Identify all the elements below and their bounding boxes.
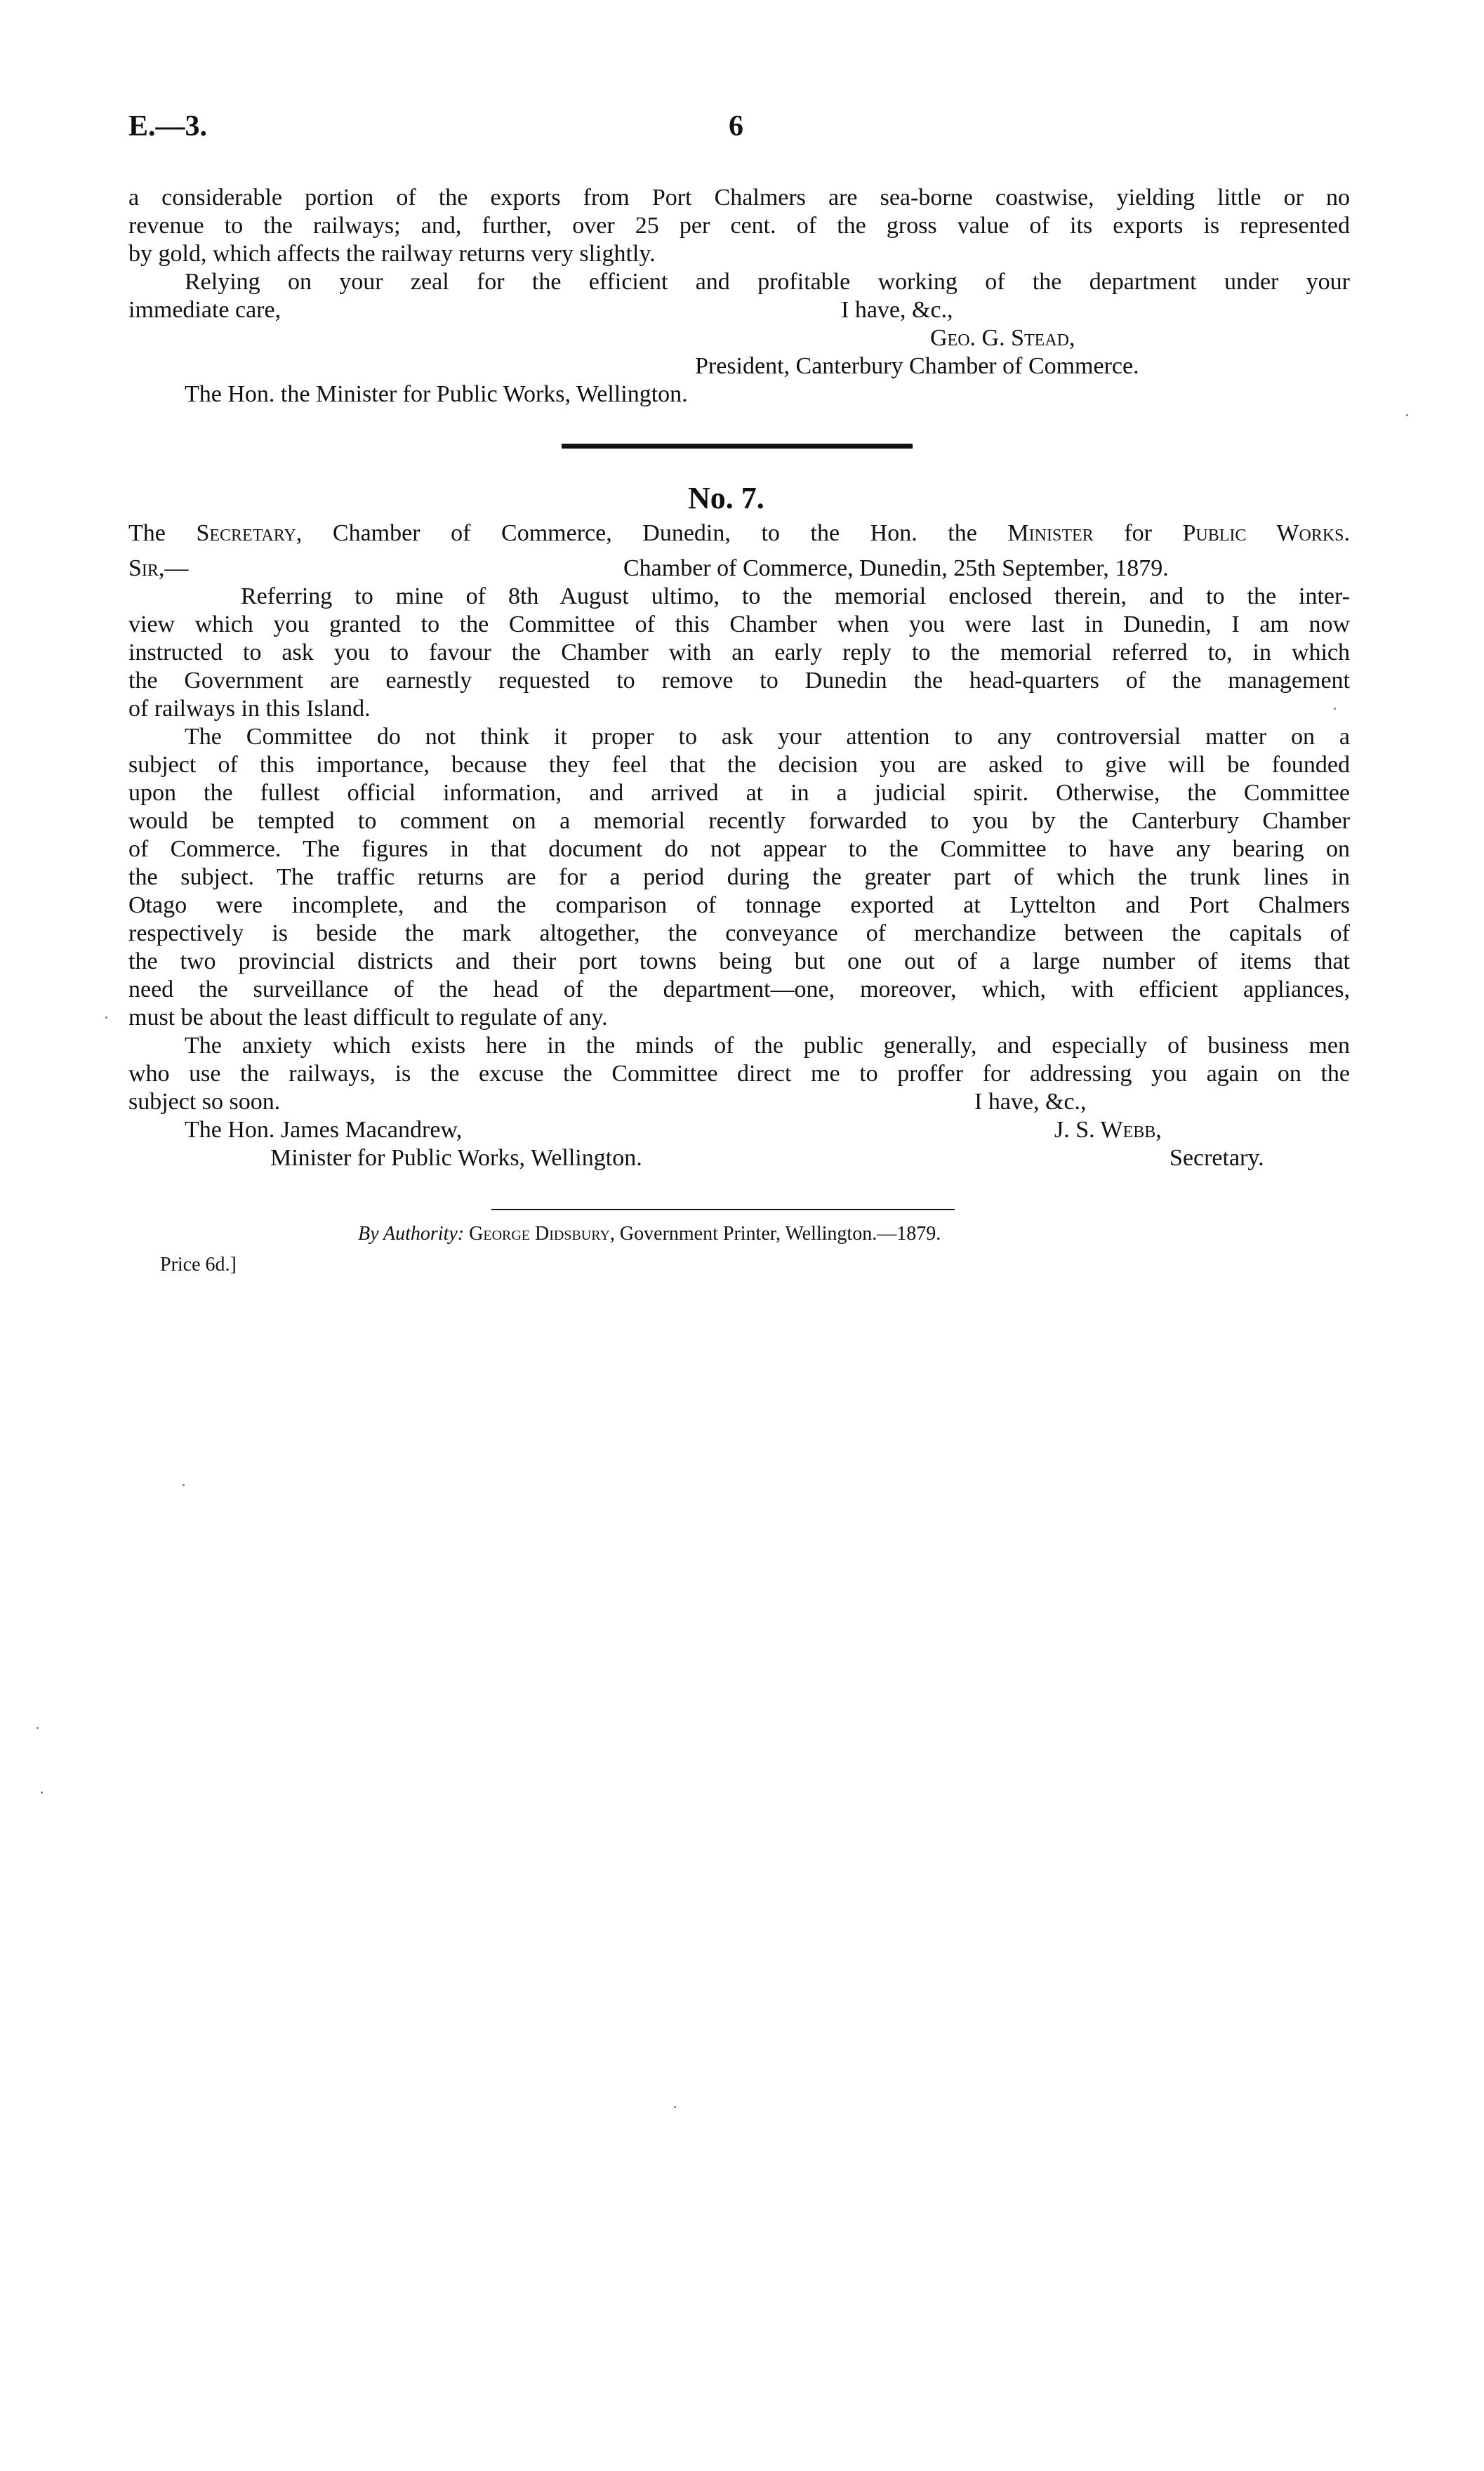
price: Price 6d.] — [160, 1254, 237, 1276]
subtitle-text: The — [128, 520, 197, 546]
letter-7-signatory-title: Secretary. — [1170, 1145, 1264, 1171]
imprint-prefix: By Authority: — [358, 1223, 470, 1245]
text-line: the Government are earnestly requested to remove to Dunedin the head-quarters of the management — [128, 668, 1350, 694]
text-line: would be tempted to comment on a memorial recently forwarded to you by the Canterbury Chamber — [128, 808, 1350, 834]
imprint-suffix: , Government Printer, Wellington.—1879. — [609, 1223, 941, 1245]
text-line: Referring to mine of 8th August ultimo, to the memorial enclosed therein, and to the inter- — [241, 583, 1350, 609]
text-line: subject so soon. — [128, 1089, 281, 1115]
scan-speck — [674, 2106, 676, 2108]
text-line: upon the fullest official information, and arrived at in a judicial spirit. Otherwise, the Committee — [128, 780, 1350, 806]
imprint — [358, 1220, 941, 1248]
letter-7-closing: I have, &c., — [974, 1089, 1087, 1115]
letter-7-paragraph-2 — [128, 723, 1350, 1032]
letter-7-heading: No. 7. — [688, 481, 764, 515]
letter-7-paragraph-3 — [128, 1032, 1350, 1088]
subtitle-text: for — [1093, 520, 1183, 546]
page-number: 6 — [729, 110, 743, 143]
text-line: instructed to ask you to favour the Chamber with an early reply to the memorial referred to, in which — [128, 640, 1350, 665]
letter-7-addressee-office: Minister for Public Works, Wellington. — [270, 1145, 642, 1171]
text-line: the subject. The traffic returns are for a period during the greater part of which the trunk lines in — [128, 864, 1350, 890]
subtitle-text: . — [1344, 520, 1350, 546]
document-reference: E.—3. — [128, 110, 208, 143]
text-line: need the surveillance of the head of the department—one, moreover, which, with efficient appliances, — [128, 976, 1350, 1002]
text-line: respectively is beside the mark altogether, the conveyance of merchandize between the capitals of — [128, 920, 1350, 946]
text-line: The anxiety which exists here in the minds of the public generally, and especially of business men — [185, 1033, 1350, 1059]
letter-6-body — [128, 184, 1350, 296]
letter-6-signatory-title: President, Canterbury Chamber of Commerce. — [695, 353, 1139, 379]
text-line: must be about the least difficult to regulate of any. — [128, 1005, 608, 1031]
text-line: Relying on your zeal for the efficient and profitable working of the department under your — [185, 269, 1350, 295]
footer-rule — [491, 1209, 955, 1210]
text-line: of railways in this Island. — [128, 696, 371, 722]
scan-speck — [1334, 708, 1336, 710]
scan-speck — [183, 1484, 185, 1486]
scan-speck — [105, 1016, 107, 1019]
letter-7-signatory: J. S. Webb, — [1054, 1117, 1162, 1143]
dateline: Chamber of Commerce, Dunedin, 25th September, 1879. — [623, 555, 1169, 581]
letter-6-closing: I have, &c., — [841, 297, 953, 323]
subtitle-text: , Chamber of Commerce, Dunedin, to the Hon. the — [296, 520, 1008, 546]
text-line: Otago were incomplete, and the comparison of tonnage exported at Lyttelton and Port Chalmers — [128, 892, 1350, 918]
subtitle-department: Public Works — [1182, 520, 1344, 546]
text-line: revenue to the railways; and, further, over 25 per cent. of the gross value of its exports is represented — [128, 213, 1350, 239]
text-line: of Commerce. The figures in that document do not appear to the Committee to have any bearing on — [128, 836, 1350, 862]
scan-speck — [41, 1791, 43, 1794]
subtitle-recipient: Minister — [1007, 520, 1094, 546]
text-line: a considerable portion of the exports from Port Chalmers are sea-borne coastwise, yielding little or no — [128, 185, 1350, 211]
letter-7-subtitle — [128, 519, 1350, 548]
section-divider — [562, 444, 913, 449]
letter-7-addressee: The Hon. James Macandrew, — [185, 1117, 463, 1143]
scan-speck — [37, 1727, 39, 1729]
text-line: subject of this importance, because they feel that the decision you are asked to give will be founded — [128, 752, 1350, 778]
printer-name: George Didsbury — [469, 1223, 610, 1245]
letter-7-paragraph-1 — [128, 583, 1350, 723]
letter-6-signatory: Geo. G. Stead, — [930, 325, 1075, 351]
text-line: by gold, which affects the railway returns very slightly. — [128, 241, 656, 267]
text-line: the two provincial districts and their port towns being but one out of a large number of items that — [128, 948, 1350, 974]
subtitle-sender: Secretary — [196, 520, 296, 546]
text-line: immediate care, — [128, 297, 281, 323]
scan-speck — [1406, 414, 1408, 416]
letter-6-addressee: The Hon. the Minister for Public Works, Wellington. — [185, 381, 688, 407]
text-line: who use the railways, is the excuse the Committee direct me to proffer for addressing you again on the — [128, 1061, 1350, 1087]
text-line: The Committee do not think it proper to ask your attention to any controversial matter on a — [185, 724, 1350, 750]
text-line: view which you granted to the Committee of this Chamber when you were last in Dunedin, I am now — [128, 611, 1350, 637]
salutation: Sir,— — [128, 555, 189, 581]
